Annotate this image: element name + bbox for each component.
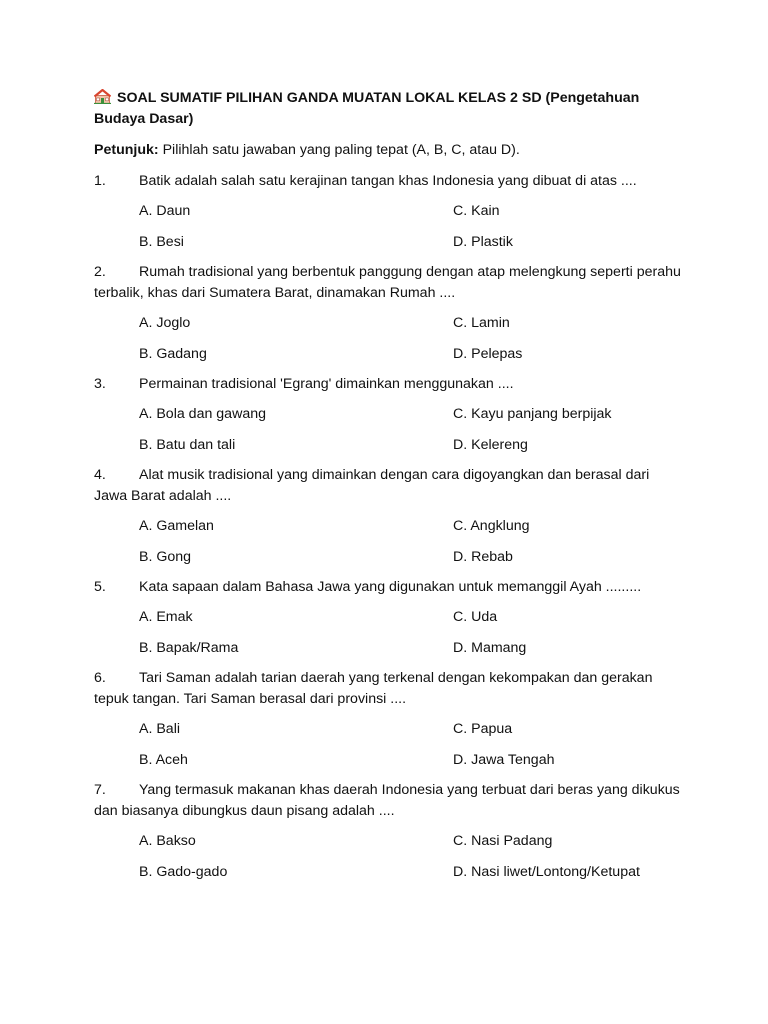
question-text bbox=[94, 668, 684, 710]
question-block bbox=[94, 374, 684, 456]
question-number: 1. bbox=[94, 173, 106, 189]
question-stem: Permainan tradisional 'Egrang' dimainkan menggunakan .... bbox=[139, 376, 514, 392]
answer-option: C. Kayu panjang berpijak bbox=[453, 406, 612, 422]
question-text bbox=[94, 262, 684, 304]
title-text: SOAL SUMATIF PILIHAN GANDA MUATAN LOKAL KELAS 2 SD (Pengetahuan Budaya Dasar) bbox=[94, 90, 640, 127]
question-stem: Alat musik tradisional yang dimainkan dengan cara digoyangkan dan berasal dari Jawa Barat adalah .... bbox=[94, 467, 650, 504]
option-row bbox=[139, 516, 684, 537]
answer-option: B. Gong bbox=[139, 548, 192, 565]
question-number: 3. bbox=[94, 376, 106, 392]
page-title bbox=[94, 88, 684, 130]
question-text bbox=[94, 780, 684, 822]
question-block bbox=[94, 780, 684, 883]
answer-option: A. Joglo bbox=[139, 315, 191, 331]
question-stem: Rumah tradisional yang berbentuk panggung dengan atap melengkung seperti perahu terbalik, khas dari Sumatera Barat, dinamakan Rumah .... bbox=[94, 264, 681, 301]
question-number: 5. bbox=[94, 579, 106, 595]
document-page bbox=[94, 88, 684, 892]
option-row bbox=[139, 547, 684, 568]
answer-option: B. Besi bbox=[139, 233, 184, 250]
option-row bbox=[139, 607, 684, 628]
answer-option: D. Plastik bbox=[453, 233, 513, 250]
answer-option: C. Lamin bbox=[453, 315, 510, 331]
question-block bbox=[94, 577, 684, 659]
answer-options bbox=[139, 313, 684, 365]
question-block bbox=[94, 171, 684, 253]
answer-option: B. Gadang bbox=[139, 345, 207, 362]
answer-option: B. Aceh bbox=[139, 751, 188, 768]
answer-option: C. Angklung bbox=[453, 518, 530, 534]
question-list bbox=[94, 171, 684, 883]
option-row bbox=[139, 201, 684, 222]
question-stem: Batik adalah salah satu kerajinan tangan khas Indonesia yang dibuat di atas .... bbox=[139, 173, 637, 189]
answer-option: B. Bapak/Rama bbox=[139, 639, 239, 656]
answer-option: D. Nasi liwet/Lontong/Ketupat bbox=[453, 863, 640, 880]
answer-option: A. Bali bbox=[139, 721, 181, 737]
answer-option: D. Rebab bbox=[453, 548, 513, 565]
option-row bbox=[139, 862, 684, 883]
answer-option: D. Kelereng bbox=[453, 436, 528, 453]
question-number: 7. bbox=[94, 782, 106, 798]
answer-option: A. Bola dan gawang bbox=[139, 406, 266, 422]
answer-option: D. Jawa Tengah bbox=[453, 751, 555, 768]
answer-option: A. Gamelan bbox=[139, 518, 214, 534]
answer-option: B. Batu dan tali bbox=[139, 436, 236, 453]
house-emoji-icon bbox=[94, 89, 111, 104]
answer-option: C. Papua bbox=[453, 721, 513, 737]
answer-options bbox=[139, 404, 684, 456]
answer-option: C. Uda bbox=[453, 609, 498, 625]
option-row bbox=[139, 404, 684, 425]
option-row bbox=[139, 719, 684, 740]
question-stem: Yang termasuk makanan khas daerah Indonesia yang terbuat dari beras yang dikukus dan biasanya dibungkus daun pisang adalah .... bbox=[94, 782, 680, 819]
answer-option: D. Pelepas bbox=[453, 345, 523, 362]
answer-options bbox=[139, 831, 684, 883]
instruction-label: Petunjuk: bbox=[94, 142, 159, 158]
answer-options bbox=[139, 719, 684, 771]
answer-options bbox=[139, 607, 684, 659]
answer-options bbox=[139, 516, 684, 568]
question-block bbox=[94, 262, 684, 365]
answer-options bbox=[139, 201, 684, 253]
question-text bbox=[94, 374, 684, 395]
answer-option: C. Kain bbox=[453, 203, 500, 219]
answer-option: D. Mamang bbox=[453, 639, 527, 656]
answer-option: B. Gado-gado bbox=[139, 863, 228, 880]
question-block bbox=[94, 465, 684, 568]
question-number: 6. bbox=[94, 670, 106, 686]
option-row bbox=[139, 232, 684, 253]
question-stem: Tari Saman adalah tarian daerah yang terkenal dengan kekompakan dan gerakan tepuk tangan. Tari Saman berasal dari provinsi .... bbox=[94, 670, 653, 707]
instruction bbox=[94, 140, 684, 161]
instruction-text: Pilihlah satu jawaban yang paling tepat (A, B, C, atau D). bbox=[158, 142, 520, 158]
answer-option: A. Emak bbox=[139, 609, 193, 625]
option-row bbox=[139, 344, 684, 365]
question-block bbox=[94, 668, 684, 771]
option-row bbox=[139, 750, 684, 771]
answer-option: A. Daun bbox=[139, 203, 191, 219]
option-row bbox=[139, 435, 684, 456]
question-text bbox=[94, 171, 684, 192]
answer-option: A. Bakso bbox=[139, 833, 196, 849]
option-row bbox=[139, 638, 684, 659]
question-number: 2. bbox=[94, 264, 106, 280]
option-row bbox=[139, 313, 684, 334]
option-row bbox=[139, 831, 684, 852]
question-text bbox=[94, 465, 684, 507]
answer-option: C. Nasi Padang bbox=[453, 833, 553, 849]
question-stem: Kata sapaan dalam Bahasa Jawa yang digunakan untuk memanggil Ayah ......... bbox=[139, 579, 642, 595]
question-number: 4. bbox=[94, 467, 106, 483]
question-text bbox=[94, 577, 684, 598]
